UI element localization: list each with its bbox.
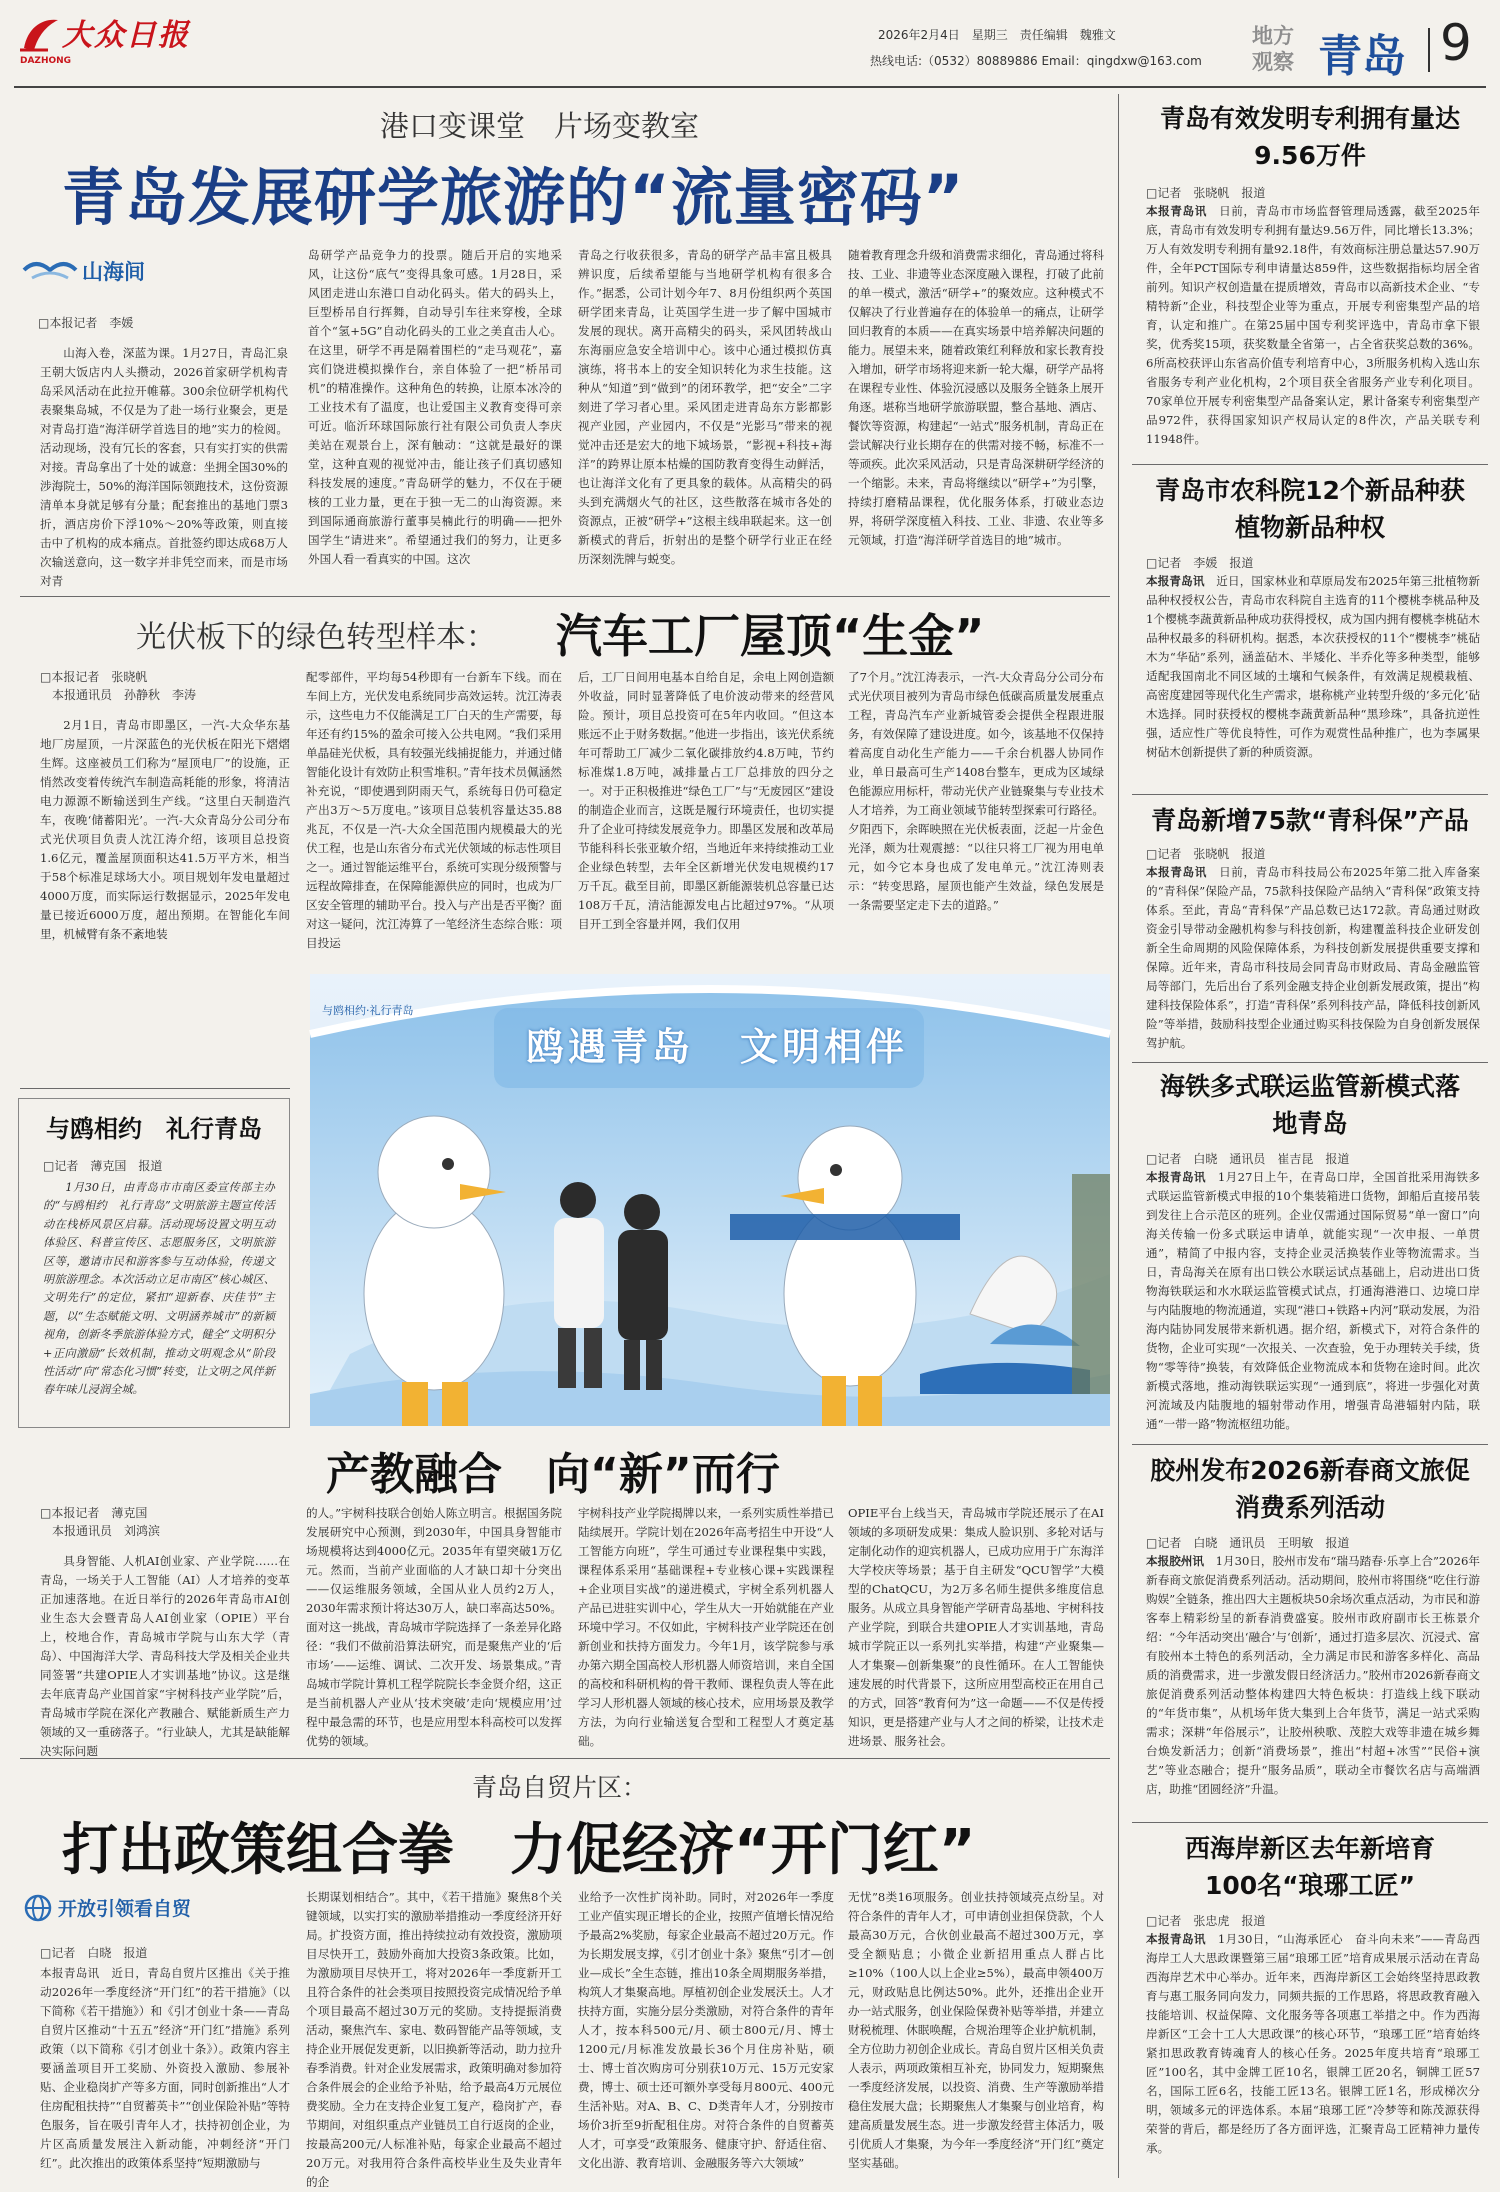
article4-col4: 无忧”8类16项服务。创业扶持领域亮点纷呈。对符合条件的青年人才，可申请创业担保贷款，个人最高30万元，合伙创业最高不超过300万元，享受全额贴息；小微企业新招用重点人群占比≥10%（100人以上企业≥5%），最高申领400万元，财政贴息比例达50%。此外，还推出企业开办一站式服务，创业保险保费补贴等举措，并建立财税梳理、休眠唤醒，合规治理等企业护航机制，全方位助力初创企业成长。青岛自贸片区相关负责人表示，两项政策相互补充，协同发力，短期聚焦一季度经济发展，以投资、消费、生产等激励举措稳住发展大盘；长期聚焦人才集聚与创业培育，构建高质量发展生态。进一步激发经营主体活力，吸引优质人才集聚，为今年一季度经济“开门红”奠定坚实基础。 xyxy=(848,1890,1104,2170)
article1-col3: 青岛之行收获很多，青岛的研学产品丰富且极具辨识度，后续希望能与当地研学机构有很多合作。”据悉，公司计划今年7、8月份组织两个英国研学团来青岛，让英国学生进一步了解中国城市发展的现状。离开高精尖的码头，采风团转战山东海丽应急安全培训中心。该中心通过模拟仿真演练，将书本上的安全知识转化为求生技能。这种从“知道”到“做到”的闭环教学，把“安全”二字刻进了学习者心里。采风团走进青岛东方影都影视产业园，产业园内，不仅是“光影马”带来的视觉冲击还是宏大的地下城场景，“影视+科技+海洋”的跨界让原本枯燥的国防教育变得生动鲜活，也让海洋文化有了更具象的载体。从高精尖的码头到充满烟火气的社区，这些散落在城市各处的资源点，正被“研学+”这根主线串联起来。这一创新模式的背后，折射出的是整个研学行业正在经历深刻洗牌与蜕变。 xyxy=(578,248,832,566)
sidebar-lead: 本报青岛讯 xyxy=(1146,204,1207,218)
sidebar-divider-2 xyxy=(1132,794,1488,795)
sidebar-title: 西海岸新区去年新培育100名“琅琊工匠” xyxy=(1184,1834,1435,1900)
divider-1 xyxy=(20,596,1110,597)
sidebar-text: 日前，青岛市科技局公布2025年第二批入库备案的“青科保”保险产品，75款科技保险产品纳入“青科保”政策支持体系。至此，青岛“青科保”产品总数已达172款。青岛通过财政资金引导带动金融机构参与科技创新，构建覆盖科技企业研发创新全生命周期的风险保障体系，为科技创新发展提供重要支撑和保障。近年来，青岛市科技局会同青岛市财政局、青岛金融监管局等部门，先后出台了系列金融支持企业创新发展政策，提出“构建科技保险体系”，打造“青科保”系列科技产品，降低科技创新风险”等举措，鼓励科技型企业通过购买科技保险为自身创新发展保驾护航。 xyxy=(1146,865,1480,1050)
sidebar-body xyxy=(1132,202,1488,506)
sidebar-text: 1月30日，“山海承匠心 奋斗向未来”——青岛西海岸工人大思政课暨第三届“琅琊工匠”培育成果展示活动在青岛西海岸艺术中心举办。近年来，西海岸新区工会始终坚持思政教育与惠工服务同向发力，同频共振的工作思路，将思政教育融入技能培训、权益保障、文化服务等各项惠工举措之中。作为西海岸新区“工会十工人大思政课”的核心环节，“琅琊工匠”培育始终紧扣思政教育铸魂育人的核心任务。2025年度共培育“琅琊工匠”100名，其中金牌工匠10名，银牌工匠20名，铜牌工匠57名，国际工匠6名，技能工匠13名。银牌工匠1名，形成梯次分明，领域多元的评选体系。本届“琅琊工匠”冷梦等和陈茂源获得荣誉的背后，都是经历了各方面评选，汇聚青岛工匠精神力量传承。 xyxy=(1146,1932,1480,2155)
article3-col1: 具身智能、人机AI创业家、产业学院……在青岛，一场关于人工智能（AI）人才培养的变革正加速落地。在近日举行的2026年青岛市AI创业生态大会暨青岛人AI创业家（OPIE）平台上，校地合作，青岛城市学院与山东大学（青岛）、中国海洋大学、青岛科技大学及相关企业共同签署“共建OPIE人才实训基地”协议。这是继去年底青岛产业国首家“宇树科技产业学院”后，青岛城市学院在深化产教融合、赋能新质生产力领域的又一重磅落子。“行业缺人，尤其是缺能解决实际问题 xyxy=(40,1554,290,1758)
article1-col2: 岛研学产品竞争力的投票。随后开启的实地采风，让这份“底气”变得具象可感。1月28日，采风团走进山东港口自动化码头。偌大的码头上，巨型桥吊自行挥舞，自动导引车往来穿梭，全球首个“氢+5G”自动化码头的工业之美直击人心。在这里，研学不再是隔着围栏的“走马观花”，嘉宾们饶进模拟操作台，亲自体验了一把“桥吊司机”的精准操作。这种角色的转换，让原本冰冷的工业技术有了温度，也让爱国主义教育变得可亲可近。临沂环球国际旅行社有限公司负责人李庆美站在观景台上，深有触动：“这就是最好的课堂，这种直观的视觉冲击，能让孩子们真切感知科技发展的速度。”青岛研学的魅力，不仅在于硬核的工业力量，更在于独一无二的山海资源。来到国际通商旅游行董事吴楠此行的明确——把外国学生“请进来”。希望通过我们的努力，让更多外国人看一看真实的中国。这次 xyxy=(308,248,562,566)
caption-text: 1月30日，由青岛市市南区委宣传部主办的“与鸥相约 礼行青岛”文明旅游主题宣传活动在栈桥风景区启幕。活动现场设置文明互动体验区、科普宣传区、志愿服务区，文明旅游区等，邀请市民和游客参与互动体验，传递文明旅游理念。本次活动立足市南区“核心城区、文明先行”的定位，紧扣“迎新春、庆佳节”主题，以“生态赋能文明、文明涵养城市”的新颖视角，创新冬季旅游体验方式，健全“文明积分+正向激励”长效机制，推动文明观念从“阶段性活动”向“常态化习惯”转变，让文明之风伴新春年味儿浸润全城。 xyxy=(43,1181,275,1397)
article4-byline: □记者 白晓 报道 xyxy=(40,1946,148,1960)
newspaper-logo-icon xyxy=(18,14,62,54)
sidebar-title: 胶州发布2026新春商文旅促消费系列活动 xyxy=(1150,1456,1470,1522)
masthead-divider xyxy=(1428,28,1430,72)
sidebar-byline: □记者 张晓帆 报道 xyxy=(1146,186,1266,200)
sidebar-divider-4 xyxy=(1132,1444,1488,1445)
sidebar-lead: 本报青岛讯 xyxy=(1146,574,1205,588)
column-tag-label: 山海间 xyxy=(82,260,145,284)
sidebar-lead: 本报青岛讯 xyxy=(1146,1932,1206,1946)
sidebar-item-patents xyxy=(1132,100,1488,512)
sidebar-text: 1月27日上午，在青岛口岸，全国首批采用海铁多式联运监管新模式申报的10个集装箱进口货物，卸船后直接吊装到发往上合示范区的班列。企业仅需通过国际贸易“单一窗口”向海关传输一份多式联运申请单，就能实现“一次申报、一单贯通”，精简了中报内容，支持企业灵活换装作业等物流需求。当日，青岛海关在原有出口铁公水联运试点基础上，启动进出口货物海铁联运和水水联运监管模式试点，打通海港港口、边境口岸与内陆腹地的物流通道，实现“港口+铁路+内河”联动发展，为沿海内陆协同发展带来新机遇。据介绍，新模式下，对符合条件的货物，企业可实现“一次报关、一次查验，免于办理转关手续，货物“零等待”换装，有效降低企业物流成本和货物在途时间。此次新模式落地，推动海铁联运实现“一通到底”，将进一步强化对黄河流域及内陆腹地的辐射带动作用，增强青岛港辐射内陆，联通“一带一路”物流枢纽功能。 xyxy=(1146,1170,1480,1431)
sidebar-divider-3 xyxy=(1132,1062,1488,1063)
sidebar-title: 青岛有效发明专利拥有量达9.56万件 xyxy=(1159,104,1460,170)
article4-col3: 业给予一次性扩岗补助。同时，对2026年一季度工业产值实现正增长的企业，按照产值增长情况给予最高2%奖励，每家企业最高不超过20万元。作为长期发展支撑，《引才创业十条》聚焦“引才—创业—成长”全生态链，推出10条全周期服务举措，构筑人才集聚高地。厚植初创企业发展沃土。人才扶持方面，实施分层分类激励，对符合条件的青年人才，按本科500元/月、硕士800元/月、博士1200元/月标准发放最长36个月住房补贴，硕士、博士首次购房可分别获10万元、15万元安家费，博士、硕士还可额外享受每月800元、400元生活补贴。对A、B、C、D类青年人才，分别按市场价3折至9折配租住房。对符合条件的自贸蓄英人才，可享受“政策服务、健康守护、舒适住宿、文化出游、教育培训、金融服务等六大领域” xyxy=(578,1890,834,2170)
photo-sign-right: 文明相伴 xyxy=(740,1025,909,1069)
article3-byline-2: 本报通讯员 刘鸿滨 xyxy=(40,1524,161,1538)
photo-caption-box xyxy=(18,1098,290,1428)
divider-photo-left xyxy=(20,1088,290,1089)
date-line: 2026年2月4日 星期三 责任编辑 魏雅文 xyxy=(878,28,1116,42)
article2-col3: 后，工厂日间用电基本自给自足，余电上网创造额外收益，同时显著降低了电价波动带来的经营风险。预计，项目总投资可在5年内收回。“但这本账远不止于财务数据。”他进一步指出，该光伏系统年可帮助工厂减少二氧化碳排放约4.8万吨，节约标准煤1.8万吨，减排量占工厂总排放的四分之一。对于正积极推进“绿色工厂”与“无废园区”建设的制造企业而言，这既是履行环境责任，也切实提升了企业可持续发展竞争力。即墨区发展和改革局节能科科长张亚敏介绍，当地近年来持续推动工业企业绿色转型，去年全区新增光伏发电规模约17万千瓦。截至目前，即墨区新能源装机总容量已达108万千瓦，清洁能源发电占比超过97%。“从项目开工到全容量并网，我们仅用 xyxy=(578,670,834,931)
caption-title: 与鸥相约 礼行青岛 xyxy=(46,1115,262,1143)
article3-col4: OPIE平台上线当天，青岛城市学院还展示了在AI领域的多项研发成果：集成人脸识别、多轮对话与定制化动作的迎宾机器人，已成功应用于广东海洋大学校庆等场景；基于自主研发“QCU智学”大模型的ChatQCU，为2万多名师生提供多维度信息服务。从成立具身智能产学研青岛基地、宇树科技产业学院，到联合共建OPIE人才实训基地，青岛城市学院正以一系列扎实举措，构建“产业聚集—人才集聚—创新集聚”的良性循环。在人工智能快速发展的时代背景下，这所应用型高校正在用自己的方式，回答“教育何为”这一命题——不仅是传授知识，更是搭建产业与人才之间的桥梁，让技术走进场景、服务社会。 xyxy=(848,1506,1104,1748)
sidebar-lead: 本报青岛讯 xyxy=(1146,865,1207,879)
article1-col1: 山海入卷，深蓝为课。1月27日，青岛汇泉王朝大饭店内人头攒动，2026首家研学机构青岛采风活动在此拉开帷幕。300余位研学机构代表聚集岛城，不仅是为了赴一场行业聚会，更是对青岛打造“海洋研学首选目的地”实力的检阅。活动现场，没有冗长的客套，只有实打实的供需对接。青岛拿出了十处的诚意：坐拥全国30%的涉海院士，50%的海洋国际领跑技术，这份资源清单本身就足够有分量；配套推出的基地门票3折，酒店房价下浮10%～20%等政策，则直接击中了机构的成本痛点。首批签约即达成68万人次输送意向，这一数字并非凭空而来，而是市场对青 xyxy=(40,346,288,588)
article3-col3: 宇树科技产业学院揭牌以来，一系列实质性举措已陆续展开。学院计划在2026年高考招生中开设“人工智能方向班”，学生可通过专业课程集中实践，课程体系采用“基础课程+专业核心课+实践课程+企业项目实战”的递进模式，宇树全系列机器人产品已进驻实训中心，学生从大一开始就能在产业环境中学习。不仅如此，宇树科技产业学院还在创新创业和扶持方面发力。今年1月，该学院参与承办第六期全国高校人形机器人师资培训，来自全国的高校和科研机构的骨干教师、课程负责人等在此学习人形机器人领域的核心技术，应用场景及教学方法，为向行业输送复合型和工程型人才奠定基础。 xyxy=(578,1506,834,1748)
sidebar-byline: □记者 张忠虎 报道 xyxy=(1146,1914,1266,1928)
article4-column-tag xyxy=(24,1892,244,1924)
sidebar-divider xyxy=(1118,94,1119,2178)
article1-byline: □本报记者 李媛 xyxy=(38,316,134,330)
section-tag-top: 地方 xyxy=(1252,24,1294,48)
article1-col4: 随着教育理念升级和消费需求细化，青岛通过将科技、工业、非遗等业态深度融入课程，打破了此前的单一模式，激活“研学+”的聚效应。这种模式不仅解决了行业普遍存在的体验单一的痛点，让研学回归教育的本质——在真实场景中培养解决问题的能力。展望未来，随着政策红利释放和家长教育投入增加，研学市场将迎来新一轮大爆，研学产品将在课程专业性、体验沉浸感以及服务全链条上展开角逐。堪称当地研学旅游联盟，整合基地、酒店、餐饮等资源，构建起“一站式”服务机制，青岛正在尝试解决行业长期存在的供需对接不畅，标准不一等顽疾。此次采风活动，只是青岛深耕研学经济的一个缩影。未来，青岛将继续以“研学+”为引擎，持续打磨精品课程，优化服务体系，打破业态边界，将研学深度植入科技、工业、非遗、农业等多元领域，打造“海洋研学首选目的地”城市。 xyxy=(848,248,1104,547)
sidebar-body xyxy=(1132,1168,1488,1434)
article1-kicker: 港口变课堂 片场变教室 xyxy=(380,109,700,143)
sidebar-text: 1月30日，胶州市发布“瑞马踏春·乐享上合”2026年新春商文旅促消费系列活动。活动期间，胶州市将围绕“吃住行游购娱”全链条，推出四大主题板块50余场次重点活动，为市民和游客奉上精彩纷呈的新春消费盛宴。胶州市政府副市长王栋景介绍：“今年活动突出‘融合’与‘创新’，通过打造多层次、沉浸式、富有胶州本土特色的系列活动，全力满足市民和游客多样化、高品质的消费需求，进一步激发假日经济活力。”胶州市2026新春商文旅促消费系列活动整体构建四大特色板块：打造线上线下联动的“年货市集”，从机场年货大集到上合年货节，满足一站式采购需求；深耕“年俗展示”，让胶州秧歌、茂腔大戏等非遗在城乡舞台焕发新活力；创新“消费场景”，推出“村超+冰雪”“民俗+演艺”等业态融合；提升“服务品质”，联动全市餐饮名店与高端酒店，助推“团圆经济”升温。 xyxy=(1146,1554,1480,1796)
article4-col1: 本报青岛讯 近日，青岛自贸片区推出《关于推动2026年一季度经济“开门红”的若干措施》（以下简称《若干措施》）和《引才创业十条——青岛自贸片区推动“十五五”经济“开门红”措施》系列政策（以下简称《引才创业十条》）。政策内容主要涵盖项目开工奖励、外资投入激励、参展补贴、企业稳岗扩产等多方面，同时创新推出“人才住房配租扶持”“自贸蓄英卡”“创业保险补贴”等特色服务，旨在吸引青年人才，扶持初创企业，为片区高质量发展注入新动能，冲刺经济“开门红”。此次推出的政策体系坚持“短期激励与 xyxy=(40,1966,290,2170)
article2-col4: 了7个月。”沈江涛表示，一汽-大众青岛分公司分布式光伏项目被列为青岛市绿色低碳高质量发展重点工程，青岛汽车产业新城管委会提供全程跟进服务，有效保障了建设进度。如今，该基地不仅保持着高度自动化生产能力——千余台机器人协同作业，单日最高可生产1408台整车，更成为区域绿色能源应用标杆，带动光伏产业链聚集与专业技术人才培养，为工商业领域节能转型探索可行路径。夕阳西下，余晖映照在光伏板表面，泛起一片金色光泽，颇为壮观震撼：“以往只将工厂视为用电单元，如今它本身也成了发电单元。”沈江涛则表示：“转变思路，屋顶也能产生效益，绿色发展是一条需要坚定走下去的道路。” xyxy=(848,670,1104,912)
page-number: 9 xyxy=(1440,14,1472,72)
sidebar-item-jiaozhou xyxy=(1132,1452,1488,1848)
divider-3 xyxy=(20,1758,1110,1759)
sidebar-item-rail xyxy=(1132,1068,1488,1444)
article2-byline-2: 本报通讯员 孙静秋 李涛 xyxy=(40,688,197,702)
contact-line: 热线电话:（0532）80889886 Email：qingdxw@163.com xyxy=(870,54,1202,68)
news-photo xyxy=(310,974,1110,1426)
caption-byline: □记者 薄克国 报道 xyxy=(43,1159,163,1173)
sidebar-item-craftsmen xyxy=(1132,1830,1488,2178)
sidebar-divider-5 xyxy=(1132,1822,1488,1823)
sidebar-text: 日前，青岛市市场监督管理局透露，截至2025年底，青岛市有效发明专利拥有量达9.56万件，同比增长13.3%；万人有效发明专利拥有量92.18件，有效商标注册总量达57.90万件，全年PCT国际专利申请量达859件，这些数据指标均居全省前列。知识产权创造量在提质增效，青岛市以高新技术企业、“专精特新”企业，科技型企业等为重点，开展专利密集型产品的培育，认定和推广。在第25届中国专利奖评选中，青岛市拿下银奖，优秀奖15项，获奖数量全省第一，占全省获奖总数的36%。6所高校获评山东省高价值专利培育中心，3所服务机构入选山东省服务专利产业化机构，2个项目获全省服务产业专利化项目。70家单位开展专利密集型产品备案认定，累计备案专利密集型产品972件，获得国家知识产权局认定的8件次，产品关联专利11948件。 xyxy=(1146,204,1480,446)
sidebar-byline: □记者 李媛 报道 xyxy=(1146,556,1254,570)
article1-column-tag xyxy=(22,252,172,288)
sidebar-lead: 本报胶州讯 xyxy=(1146,1554,1204,1568)
sidebar-divider-1 xyxy=(1132,464,1488,465)
column-tag-label: 开放引领看自贸 xyxy=(58,1898,192,1920)
sidebar-byline: □记者 白晓 通讯员 王明敏 报道 xyxy=(1146,1536,1350,1550)
article2-col1: 2月1日，青岛市即墨区，一汽-大众华东基地厂房屋顶，一片深蓝色的光伏板在阳光下熠熠生辉。这座被员工们称为“屋顶电厂”的设施，正悄然改变着传统汽车制造高耗能的形象，将清洁电力源源不断输送到生产线。“这里白天制造汽车，夜晚‘储蓄阳光’。一汽-大众青岛分公司分布式光伏项目负责人沈江涛介绍，该项目总投资1.6亿元，覆盖屋顶面积达41.5万平方米，相当于58个标准足球场大小。项目规划年发电量超过4000万度，而实际运行数据显示，2025年发电量已接近6000万度，超出预期。在智能化车间里，机械臂有条不紊地装 xyxy=(40,718,290,941)
article4-title: 打出政策组合拳 力促经济“开门红” xyxy=(62,1818,976,1883)
sidebar-body xyxy=(1132,1552,1488,1856)
sidebar-body xyxy=(1132,863,1488,1073)
sidebar-text: 近日，国家林业和草原局发布2025年第三批植物新品种权授权公告，青岛市农科院自主选育的11个樱桃李桃品种及1个樱桃李蔬黄新品种成功获得授权，成为国内拥有樱桃李桃砧木品种权最多的科研机构。据悉，本次获授权的11个“樱桃李”桃砧木为“华砧”系列，涵盖砧木、半矮化、半乔化等多种类型，能够适配我国南北不同区域的土壤和气候条件，有效满足规模栽植、高密度建园等现代化生产需求，堪称桃产业转型升级的‘多元化’砧木选择。同时获授权的樱桃李蔬黄新品种“黑珍珠”，具备抗逆性强，适应性广等优良特性，可作为观赏性品种推广，也为李属果树砧木创新提供了新的种质资源。 xyxy=(1146,574,1480,759)
article3-col2: 的人。”宇树科技联合创始人陈立明言。根据国务院发展研究中心预测，到2030年，中国具身智能市场规模将达到4000亿元。2035年有望突破1万亿元。然而，当前产业面临的人才缺口却十分突出——仅运维服务领域，全国从业人员约2万人，2030年需求预计将达30万人，缺口率高达50%。面对这一挑战，青岛城市学院选择了一条差异化路径：“我们不做前沿算法研究，而是聚焦产业的‘后市场’——运维、调试、二次开发、场景集成。”青岛城市学院计算机工程学院院长李金贤介绍，这正是当前机器人产业从‘技术突破’走向‘规模应用’过程中最急需的环节，也是应用型本科高校可以发挥优势的领域。 xyxy=(306,1506,562,1748)
article3-title: 产教融合 向“新”而行 xyxy=(326,1449,780,1500)
section-tag-bottom: 观察 xyxy=(1252,50,1294,74)
section-name: 青岛 xyxy=(1318,31,1406,82)
article2-kicker: 光伏板下的绿色转型样本： xyxy=(136,620,496,655)
seagull-icon xyxy=(22,256,78,284)
article2-title: 汽车工厂屋顶“生金” xyxy=(556,609,985,663)
article4-col2: 长期谋划相结合”。其中，《若干措施》聚焦8个关键领域，以实打实的激励举措推动一季度经济开好局。扩投资方面，推出持续拉动有效投资，激励项目尽快开工，鼓励外商加大投资3条政策。比如，为激励项目尽快开工，将对2026年一季度新开工且符合条件的社会类项目按照投资完成情况给予单个项目最高不超过30万元的奖励。支持提振消费活动，聚焦汽车、家电、数码智能产品等领域，支持企业开展促发更新，以旧换新等活动，助力拉升春季消费。针对企业发展需求，政策明确对参加符合条件展会的企业给予补贴，给予最高4万元展位费奖励。全力在支持企业复工复产，稳岗扩产，春节期间，对组织重点产业链员工自行返岗的企业，按最高200元/人标准补贴，每家企业最高不超过20万元。对我用符合条件高校毕业生及失业青年的企 xyxy=(306,1890,562,2189)
photo-illustration xyxy=(310,974,1110,1426)
masthead-rule xyxy=(14,86,1486,88)
sidebar-body xyxy=(1132,572,1488,820)
article1-title: 青岛发展研学旅游的“流量密码” xyxy=(62,161,965,234)
article3-byline-1: □本报记者 薄克国 xyxy=(40,1506,148,1520)
newspaper-logo: 大众日报 xyxy=(62,18,190,53)
article2-byline-1: □本报记者 张晓帆 xyxy=(40,670,148,684)
photo-sign-left: 鸥遇青岛 xyxy=(526,1025,695,1069)
sidebar-body xyxy=(1132,1930,1488,2166)
sidebar-item-insurance xyxy=(1132,802,1488,1064)
masthead xyxy=(0,0,1500,80)
sidebar-title: 青岛市农科院12个新品种获植物新品种权 xyxy=(1155,476,1465,542)
sidebar-byline: □记者 白晓 通讯员 崔吉昆 报道 xyxy=(1146,1152,1350,1166)
sidebar-byline: □记者 张晓帆 报道 xyxy=(1146,847,1266,861)
article2-col2: 配零部件，平均每54秒即有一台新车下线。而在车间上方，光伏发电系统同步高效运转。沈江涛表示，这些电力不仅能满足工厂白天的生产需要，每年还有约15%的盈余可接入公共电网。“我们采用单晶硅光伏板，具有较强光线捕捉能力，并通过储智能化设计有效防止积雪堆积。”青年技术员佩涵然补充说，“即使遇到阴雨天气，系统每日仍可稳定产出3万～5万度电。”该项目总装机容量达35.88兆瓦，不仅是一汽-大众全国范围内规模最大的光伏工程，也是山东省分布式光伏领域的标志性项目之一。通过智能运维平台，系统可实现分级预警与远程故障排查，在保障能源供应的同时，也成为厂区安全管理的辅助平台。投入与产出是否平衡？面对这一疑问，沈江涛算了一笔经济生态综合账：项目投运 xyxy=(306,670,562,950)
sidebar-lead: 本报青岛讯 xyxy=(1146,1170,1206,1184)
globe-icon xyxy=(24,1894,52,1922)
article4-kicker: 青岛自贸片区： xyxy=(472,1773,648,1802)
sidebar-title: 海铁多式联运监管新模式落地青岛 xyxy=(1160,1072,1461,1138)
photo-sign-logo-text: 与鸥相约·礼行青岛 xyxy=(322,1004,414,1017)
sidebar-title: 青岛新增75款“青科保”产品 xyxy=(1151,806,1469,835)
sidebar-item-agri xyxy=(1132,472,1488,792)
newspaper-logo-sub: DAZHONG xyxy=(20,56,72,66)
